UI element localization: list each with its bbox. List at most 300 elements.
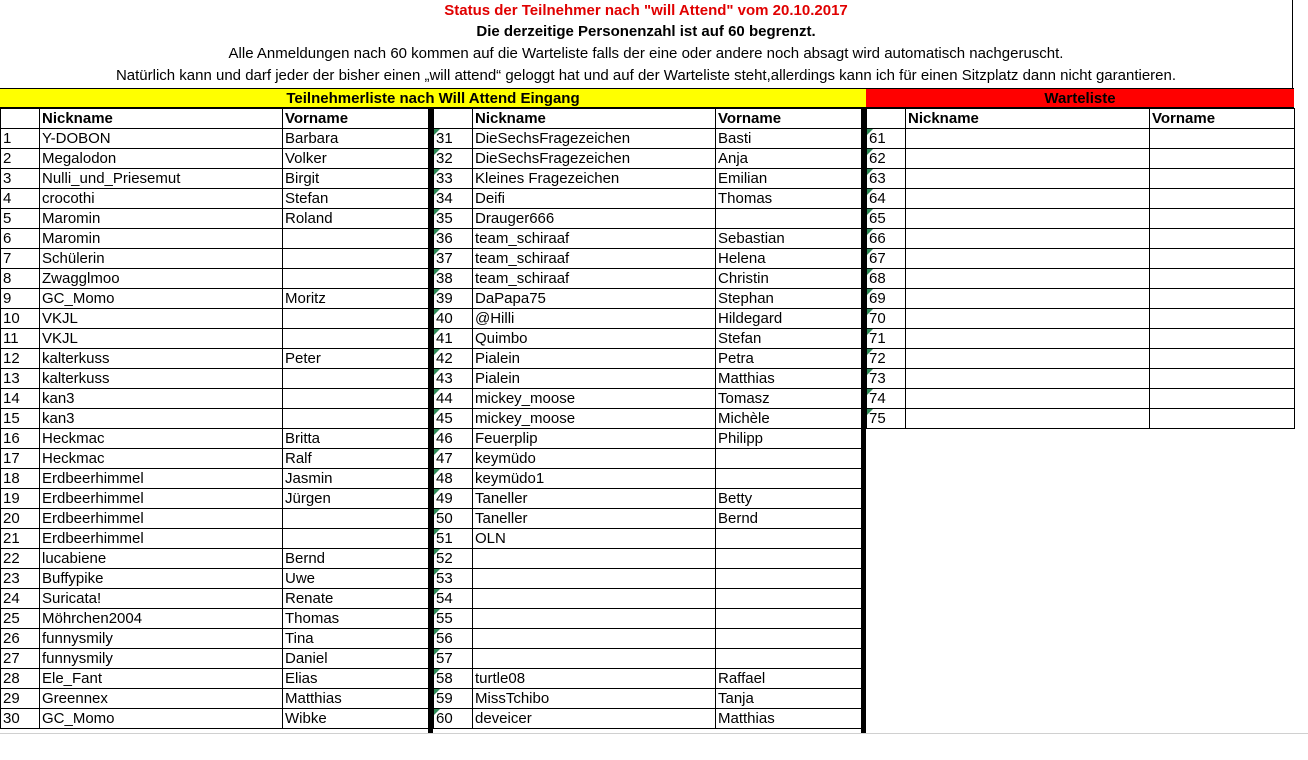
nickname-cell[interactable]: [906, 209, 1150, 229]
vorname-cell[interactable]: [1150, 229, 1295, 249]
nickname-cell[interactable]: Erdbeerhimmel: [40, 529, 283, 549]
vorname-cell[interactable]: Tomasz: [716, 389, 862, 409]
vorname-cell[interactable]: Bernd: [716, 509, 862, 529]
row-number-cell[interactable]: 15: [1, 409, 40, 429]
table-row: [434, 629, 862, 649]
row-number-cell[interactable]: 71: [867, 329, 906, 349]
nickname-cell[interactable]: [906, 369, 1150, 389]
empty-sheet-area: [0, 733, 1308, 760]
table-row: [434, 249, 862, 269]
vorname-cell[interactable]: Raffael: [716, 669, 862, 689]
header-cell-blank[interactable]: [1, 109, 40, 129]
vorname-cell[interactable]: Matthias: [716, 369, 862, 389]
row-number-cell[interactable]: 4: [1, 189, 40, 209]
row-number-cell[interactable]: 43: [434, 369, 473, 389]
row-number-cell[interactable]: 23: [1, 569, 40, 589]
row-number-cell[interactable]: 37: [434, 249, 473, 269]
row-number-cell[interactable]: 10: [1, 309, 40, 329]
table-row: [1, 529, 429, 549]
nickname-cell[interactable]: [473, 649, 716, 669]
table-row: [434, 669, 862, 689]
row-number-cell[interactable]: 27: [1, 649, 40, 669]
nickname-cell[interactable]: VKJL: [40, 309, 283, 329]
nickname-cell[interactable]: DaPapa75: [473, 289, 716, 309]
table-row: [434, 589, 862, 609]
vorname-cell[interactable]: Stefan: [283, 189, 429, 209]
nickname-cell[interactable]: team_schiraaf: [473, 229, 716, 249]
vorname-cell[interactable]: Renate: [283, 589, 429, 609]
row-number-cell[interactable]: 21: [1, 529, 40, 549]
vorname-cell[interactable]: Stephan: [716, 289, 862, 309]
nickname-cell[interactable]: [906, 409, 1150, 429]
vorname-cell[interactable]: [283, 329, 429, 349]
vorname-cell[interactable]: Christin: [716, 269, 862, 289]
vorname-cell[interactable]: Britta: [283, 429, 429, 449]
vorname-cell[interactable]: [716, 629, 862, 649]
nickname-cell[interactable]: [906, 389, 1150, 409]
nickname-cell[interactable]: lucabiene: [40, 549, 283, 569]
vorname-cell[interactable]: [716, 449, 862, 469]
row-number-cell[interactable]: 74: [867, 389, 906, 409]
vorname-cell[interactable]: [1150, 329, 1295, 349]
header-nickname[interactable]: Nickname: [473, 109, 716, 129]
row-number-cell[interactable]: 22: [1, 549, 40, 569]
nickname-cell[interactable]: mickey_moose: [473, 409, 716, 429]
nickname-cell[interactable]: [473, 629, 716, 649]
nickname-cell[interactable]: crocothi: [40, 189, 283, 209]
vorname-cell[interactable]: Thomas: [283, 609, 429, 629]
row-number-cell[interactable]: 73: [867, 369, 906, 389]
nickname-cell[interactable]: team_schiraaf: [473, 269, 716, 289]
row-number-cell[interactable]: 50: [434, 509, 473, 529]
vorname-cell[interactable]: [1150, 369, 1295, 389]
row-number-cell[interactable]: 14: [1, 389, 40, 409]
table-row: [867, 369, 1295, 389]
vorname-cell[interactable]: [716, 529, 862, 549]
row-number-cell[interactable]: 29: [1, 689, 40, 709]
nickname-cell[interactable]: Buffypike: [40, 569, 283, 589]
vorname-cell[interactable]: Stefan: [716, 329, 862, 349]
vorname-cell[interactable]: Thomas: [716, 189, 862, 209]
table-row: [434, 169, 862, 189]
vorname-cell[interactable]: [1150, 129, 1295, 149]
nickname-cell[interactable]: [906, 249, 1150, 269]
row-number-cell[interactable]: 45: [434, 409, 473, 429]
table-row: [1, 169, 429, 189]
row-number-cell[interactable]: 57: [434, 649, 473, 669]
vorname-cell[interactable]: Matthias: [283, 689, 429, 709]
nickname-cell[interactable]: funnysmily: [40, 629, 283, 649]
vorname-cell[interactable]: [1150, 249, 1295, 269]
vorname-cell[interactable]: [716, 649, 862, 669]
nickname-cell[interactable]: Erdbeerhimmel: [40, 469, 283, 489]
vorname-cell[interactable]: [1150, 409, 1295, 429]
subtitle-limit: Die derzeitige Personenzahl ist auf 60 begrenzt.: [476, 23, 816, 40]
vorname-cell[interactable]: [283, 229, 429, 249]
vorname-cell[interactable]: Philipp: [716, 429, 862, 449]
vorname-cell[interactable]: Barbara: [283, 129, 429, 149]
row-number-cell[interactable]: 31: [434, 129, 473, 149]
row-number-cell[interactable]: 38: [434, 269, 473, 289]
info-waitlist: Alle Anmeldungen nach 60 kommen auf die Warteliste falls der eine oder andere noch absagt wird automatisch nachgeruscht.: [228, 45, 1064, 62]
row-number-cell[interactable]: 30: [1, 709, 40, 729]
vorname-cell[interactable]: Roland: [283, 209, 429, 229]
nickname-cell[interactable]: VKJL: [40, 329, 283, 349]
row-number-cell[interactable]: 16: [1, 429, 40, 449]
vorname-cell[interactable]: [716, 549, 862, 569]
nickname-cell[interactable]: [906, 149, 1150, 169]
nickname-cell[interactable]: Kleines Fragezeichen: [473, 169, 716, 189]
vorname-cell[interactable]: [283, 409, 429, 429]
table-row: [867, 209, 1295, 229]
table-row: [1, 709, 429, 729]
nickname-cell[interactable]: [473, 589, 716, 609]
row-number-cell[interactable]: 7: [1, 249, 40, 269]
header-nickname[interactable]: Nickname: [40, 109, 283, 129]
vorname-cell[interactable]: [716, 589, 862, 609]
vorname-cell[interactable]: [1150, 349, 1295, 369]
nickname-cell[interactable]: Greennex: [40, 689, 283, 709]
nickname-cell[interactable]: keymüdo1: [473, 469, 716, 489]
vorname-cell[interactable]: [1150, 189, 1295, 209]
table-row: [1, 229, 429, 249]
row-number-cell[interactable]: 47: [434, 449, 473, 469]
vorname-cell[interactable]: [1150, 269, 1295, 289]
nickname-cell[interactable]: funnysmily: [40, 649, 283, 669]
table-row: [1, 689, 429, 709]
nickname-cell[interactable]: Feuerplip: [473, 429, 716, 449]
nickname-cell[interactable]: Taneller: [473, 489, 716, 509]
nickname-cell[interactable]: kan3: [40, 409, 283, 429]
table-row: [867, 289, 1295, 309]
nickname-cell[interactable]: [906, 129, 1150, 149]
table-row: [1, 309, 429, 329]
row-number-cell[interactable]: 53: [434, 569, 473, 589]
vorname-cell[interactable]: Birgit: [283, 169, 429, 189]
table-row: [434, 209, 862, 229]
row-number-cell[interactable]: 12: [1, 349, 40, 369]
nickname-cell[interactable]: [906, 289, 1150, 309]
header-vorname[interactable]: Vorname: [716, 109, 862, 129]
vorname-cell[interactable]: [283, 389, 429, 409]
table-row: [434, 309, 862, 329]
vorname-cell[interactable]: [283, 369, 429, 389]
row-number-cell[interactable]: 66: [867, 229, 906, 249]
vorname-cell[interactable]: Tanja: [716, 689, 862, 709]
vorname-cell[interactable]: Petra: [716, 349, 862, 369]
row-number-cell[interactable]: 20: [1, 509, 40, 529]
vorname-cell[interactable]: Emilian: [716, 169, 862, 189]
nickname-cell[interactable]: Taneller: [473, 509, 716, 529]
nickname-cell[interactable]: DieSechsFragezeichen: [473, 149, 716, 169]
row-number-cell[interactable]: 64: [867, 189, 906, 209]
nickname-cell[interactable]: Erdbeerhimmel: [40, 489, 283, 509]
vorname-cell[interactable]: Elias: [283, 669, 429, 689]
row-number-cell[interactable]: 11: [1, 329, 40, 349]
nickname-cell[interactable]: OLN: [473, 529, 716, 549]
vorname-cell[interactable]: Michèle: [716, 409, 862, 429]
nickname-cell[interactable]: [473, 569, 716, 589]
row-number-cell[interactable]: 9: [1, 289, 40, 309]
row-number-cell[interactable]: 2: [1, 149, 40, 169]
nickname-cell[interactable]: team_schiraaf: [473, 249, 716, 269]
nickname-cell[interactable]: keymüdo: [473, 449, 716, 469]
table-row: [867, 229, 1295, 249]
nickname-cell[interactable]: [906, 329, 1150, 349]
vorname-cell[interactable]: Bernd: [283, 549, 429, 569]
title-status: Status der Teilnehmer nach "will Attend" vom 20.10.2017: [444, 2, 848, 19]
nickname-cell[interactable]: Drauger666: [473, 209, 716, 229]
nickname-cell[interactable]: Pialein: [473, 349, 716, 369]
nickname-cell[interactable]: Möhrchen2004: [40, 609, 283, 629]
nickname-cell[interactable]: Suricata!: [40, 589, 283, 609]
vorname-cell[interactable]: Betty: [716, 489, 862, 509]
vorname-cell[interactable]: [283, 249, 429, 269]
row-number-cell[interactable]: 6: [1, 229, 40, 249]
table-row: [434, 609, 862, 629]
nickname-cell[interactable]: [906, 229, 1150, 249]
table-row: [1, 389, 429, 409]
table-row: [1, 289, 429, 309]
row-number-cell[interactable]: 54: [434, 589, 473, 609]
nickname-cell[interactable]: [906, 309, 1150, 329]
nickname-cell[interactable]: kalterkuss: [40, 349, 283, 369]
header-row: [1, 109, 429, 129]
table-row: [1, 649, 429, 669]
table-row: [1, 429, 429, 449]
table-row: [1, 509, 429, 529]
row-number-cell[interactable]: 61: [867, 129, 906, 149]
participants-band: Teilnehmerliste nach Will Attend Eingang: [0, 88, 866, 108]
row-number-cell[interactable]: 60: [434, 709, 473, 729]
row-number-cell[interactable]: 3: [1, 169, 40, 189]
table-row: [434, 329, 862, 349]
vorname-cell[interactable]: Basti: [716, 129, 862, 149]
nickname-cell[interactable]: Pialein: [473, 369, 716, 389]
nickname-cell[interactable]: Zwagglmoo: [40, 269, 283, 289]
table-row: [434, 429, 862, 449]
nickname-cell[interactable]: [906, 269, 1150, 289]
nickname-cell[interactable]: kan3: [40, 389, 283, 409]
row-number-cell[interactable]: 34: [434, 189, 473, 209]
vorname-cell[interactable]: Jasmin: [283, 469, 429, 489]
vorname-cell[interactable]: Hildegard: [716, 309, 862, 329]
table-row: [434, 229, 862, 249]
row-number-cell[interactable]: 1: [1, 129, 40, 149]
nickname-cell[interactable]: Maromin: [40, 229, 283, 249]
row-number-cell[interactable]: 5: [1, 209, 40, 229]
row-number-cell[interactable]: 59: [434, 689, 473, 709]
vorname-cell[interactable]: [1150, 169, 1295, 189]
header-vorname[interactable]: Vorname: [283, 109, 429, 129]
vorname-cell[interactable]: [1150, 209, 1295, 229]
sheet-border: [1292, 0, 1293, 88]
table-row: [434, 509, 862, 529]
vorname-cell[interactable]: [716, 609, 862, 629]
waitlist-table: [866, 108, 1295, 429]
row-number-cell[interactable]: 25: [1, 609, 40, 629]
nickname-cell[interactable]: DieSechsFragezeichen: [473, 129, 716, 149]
table-row: [434, 489, 862, 509]
nickname-cell[interactable]: [906, 189, 1150, 209]
row-number-cell[interactable]: 48: [434, 469, 473, 489]
separator-bar-2: [861, 108, 866, 733]
table-row: [867, 309, 1295, 329]
nickname-cell[interactable]: Megalodon: [40, 149, 283, 169]
vorname-cell[interactable]: Wibke: [283, 709, 429, 729]
row-number-cell[interactable]: 13: [1, 369, 40, 389]
table-row: [867, 149, 1295, 169]
vorname-cell[interactable]: Anja: [716, 149, 862, 169]
vorname-cell[interactable]: Ralf: [283, 449, 429, 469]
vorname-cell[interactable]: [283, 509, 429, 529]
table-row: [1, 329, 429, 349]
header-cell-blank[interactable]: [867, 109, 906, 129]
nickname-cell[interactable]: GC_Momo: [40, 709, 283, 729]
table-row: [434, 409, 862, 429]
table-row: [1, 629, 429, 649]
nickname-cell[interactable]: Erdbeerhimmel: [40, 509, 283, 529]
row-number-cell[interactable]: 55: [434, 609, 473, 629]
row-number-cell[interactable]: 51: [434, 529, 473, 549]
table-row: [867, 329, 1295, 349]
table-row: [1, 209, 429, 229]
nickname-cell[interactable]: Quimbo: [473, 329, 716, 349]
vorname-cell[interactable]: [1150, 309, 1295, 329]
row-number-cell[interactable]: 75: [867, 409, 906, 429]
vorname-cell[interactable]: [283, 529, 429, 549]
table-row: [434, 149, 862, 169]
vorname-cell[interactable]: Matthias: [716, 709, 862, 729]
vorname-cell[interactable]: Uwe: [283, 569, 429, 589]
vorname-cell[interactable]: [716, 209, 862, 229]
row-number-cell[interactable]: 18: [1, 469, 40, 489]
row-number-cell[interactable]: 24: [1, 589, 40, 609]
table-row: [1, 249, 429, 269]
row-number-cell[interactable]: 33: [434, 169, 473, 189]
table-row: [867, 349, 1295, 369]
row-number-cell[interactable]: 32: [434, 149, 473, 169]
vorname-cell[interactable]: [1150, 289, 1295, 309]
table-row: [434, 349, 862, 369]
nickname-cell[interactable]: Heckmac: [40, 449, 283, 469]
table-row: [1, 669, 429, 689]
header-nickname[interactable]: Nickname: [906, 109, 1150, 129]
table-row: [434, 289, 862, 309]
row-number-cell[interactable]: 72: [867, 349, 906, 369]
table-row: [434, 189, 862, 209]
table-row: [434, 689, 862, 709]
vorname-cell[interactable]: Sebastian: [716, 229, 862, 249]
row-number-cell[interactable]: 28: [1, 669, 40, 689]
nickname-cell[interactable]: Heckmac: [40, 429, 283, 449]
vorname-cell[interactable]: Tina: [283, 629, 429, 649]
nickname-cell[interactable]: kalterkuss: [40, 369, 283, 389]
table-row: [867, 409, 1295, 429]
row-number-cell[interactable]: 67: [867, 249, 906, 269]
row-number-cell[interactable]: 39: [434, 289, 473, 309]
row-number-cell[interactable]: 36: [434, 229, 473, 249]
table-row: [434, 649, 862, 669]
row-number-cell[interactable]: 41: [434, 329, 473, 349]
nickname-cell[interactable]: GC_Momo: [40, 289, 283, 309]
vorname-cell[interactable]: [283, 269, 429, 289]
row-number-cell[interactable]: 52: [434, 549, 473, 569]
vorname-cell[interactable]: [1150, 149, 1295, 169]
table-row: [434, 569, 862, 589]
row-number-cell[interactable]: 58: [434, 669, 473, 689]
row-number-cell[interactable]: 17: [1, 449, 40, 469]
row-number-cell[interactable]: 26: [1, 629, 40, 649]
nickname-cell[interactable]: Nulli_und_Priesemut: [40, 169, 283, 189]
table-row: [434, 449, 862, 469]
table-row: [867, 389, 1295, 409]
nickname-cell[interactable]: deveicer: [473, 709, 716, 729]
nickname-cell[interactable]: [473, 549, 716, 569]
header-cell-blank[interactable]: [434, 109, 473, 129]
vorname-cell[interactable]: [716, 569, 862, 589]
nickname-cell[interactable]: [906, 349, 1150, 369]
row-number-cell[interactable]: 68: [867, 269, 906, 289]
vorname-cell[interactable]: [283, 309, 429, 329]
row-number-cell[interactable]: 35: [434, 209, 473, 229]
nickname-cell[interactable]: Y-DOBON: [40, 129, 283, 149]
row-number-cell[interactable]: 8: [1, 269, 40, 289]
row-number-cell[interactable]: 46: [434, 429, 473, 449]
table-row: [1, 189, 429, 209]
table-row: [434, 369, 862, 389]
nickname-cell[interactable]: [473, 609, 716, 629]
vorname-cell[interactable]: Volker: [283, 149, 429, 169]
row-number-cell[interactable]: 70: [867, 309, 906, 329]
table-row: [1, 409, 429, 429]
table-row: [434, 469, 862, 489]
nickname-cell[interactable]: Schülerin: [40, 249, 283, 269]
row-number-cell[interactable]: 56: [434, 629, 473, 649]
vorname-cell[interactable]: Helena: [716, 249, 862, 269]
nickname-cell[interactable]: turtle08: [473, 669, 716, 689]
table-row: [867, 129, 1295, 149]
nickname-cell[interactable]: Maromin: [40, 209, 283, 229]
vorname-cell[interactable]: Moritz: [283, 289, 429, 309]
row-number-cell[interactable]: 42: [434, 349, 473, 369]
row-number-cell[interactable]: 65: [867, 209, 906, 229]
nickname-cell[interactable]: MissTchibo: [473, 689, 716, 709]
nickname-cell[interactable]: @Hilli: [473, 309, 716, 329]
row-number-cell[interactable]: 40: [434, 309, 473, 329]
row-number-cell[interactable]: 62: [867, 149, 906, 169]
nickname-cell[interactable]: mickey_moose: [473, 389, 716, 409]
nickname-cell[interactable]: Ele_Fant: [40, 669, 283, 689]
row-number-cell[interactable]: 49: [434, 489, 473, 509]
row-number-cell[interactable]: 63: [867, 169, 906, 189]
vorname-cell[interactable]: [1150, 389, 1295, 409]
vorname-cell[interactable]: Jürgen: [283, 489, 429, 509]
row-number-cell[interactable]: 19: [1, 489, 40, 509]
nickname-cell[interactable]: [906, 169, 1150, 189]
table-row: [1, 149, 429, 169]
nickname-cell[interactable]: Deifi: [473, 189, 716, 209]
row-number-cell[interactable]: 69: [867, 289, 906, 309]
table-row: [434, 529, 862, 549]
header-vorname[interactable]: Vorname: [1150, 109, 1295, 129]
table-row: [434, 709, 862, 729]
vorname-cell[interactable]: Peter: [283, 349, 429, 369]
table-row: [1, 569, 429, 589]
row-number-cell[interactable]: 44: [434, 389, 473, 409]
vorname-cell[interactable]: [716, 469, 862, 489]
vorname-cell[interactable]: Daniel: [283, 649, 429, 669]
